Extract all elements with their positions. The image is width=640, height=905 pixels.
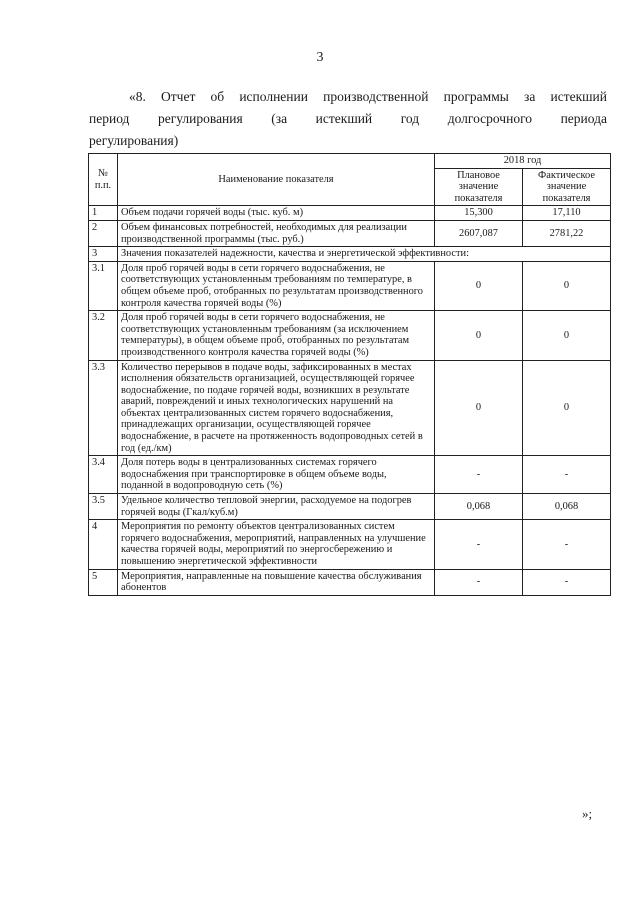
row-actual-value: 0 — [523, 311, 611, 360]
row-number: 3.2 — [89, 311, 118, 360]
row-actual-value: 17,110 — [523, 206, 611, 221]
row-indicator: Мероприятия по ремонту объектов централизованных систем горячего водоснабжения, мероприятий, направленных на улучшение качества горячей воды, мероприятий по энергосбережению и повышению энергетической эффективности — [118, 520, 435, 569]
row-indicator: Количество перерывов в подаче воды, зафиксированных в местах исполнения обязательств организацией, осуществляющей горячее водоснабжение, по подаче горячей воды, возникших в результате аварий, повреждений и иных технологических нарушений на объектах централизованных систем горячего водоснабжения, принадлежащих организации, осуществляющей горячее водоснабжение, в расчете на протяженность водопроводных сетей в год (ед./км) — [118, 360, 435, 456]
section-heading — [89, 86, 607, 152]
header-actual-value: Фактическое значение показателя — [523, 168, 611, 206]
table-row — [89, 360, 611, 456]
table-row — [89, 520, 611, 569]
row-actual-value: 0,068 — [523, 494, 611, 520]
row-number: 3.1 — [89, 261, 118, 310]
row-number: 1 — [89, 206, 118, 221]
row-plan-value: 2607,087 — [435, 220, 523, 246]
row-actual-value: 2781,22 — [523, 220, 611, 246]
page-number: 3 — [316, 50, 324, 65]
closing-quote: »; — [582, 806, 593, 821]
row-plan-value: - — [435, 456, 523, 494]
row-actual-value: - — [523, 456, 611, 494]
row-actual-value: 0 — [523, 261, 611, 310]
row-number: 3.5 — [89, 494, 118, 520]
header-year: 2018 год — [435, 154, 611, 169]
row-number: 5 — [89, 569, 118, 595]
row-plan-value: - — [435, 569, 523, 595]
row-indicator: Удельное количество тепловой энергии, расходуемое на подогрев горячей воды (Гкал/куб.м) — [118, 494, 435, 520]
row-indicator: Доля проб горячей воды в сети горячего водоснабжения, не соответствующих установленным требованиям (за исключением температуры), в общем объеме проб, отобранных по результатам производственного контроля качества горячей воды (%) — [118, 311, 435, 360]
row-actual-value: - — [523, 520, 611, 569]
report-table — [88, 153, 611, 596]
row-indicator-section: Значения показателей надежности, качества и энергетической эффективности: — [118, 247, 611, 262]
row-actual-value: 0 — [523, 360, 611, 456]
header-indicator-name: Наименование показателя — [118, 154, 435, 206]
heading-line-2: период регулирования (за истекший год долгосрочного периода — [89, 111, 607, 126]
row-number: 2 — [89, 220, 118, 246]
row-plan-value: 0 — [435, 261, 523, 310]
table-row — [89, 311, 611, 360]
row-plan-value: 0,068 — [435, 494, 523, 520]
table-row — [89, 456, 611, 494]
row-actual-value: - — [523, 569, 611, 595]
row-number: 4 — [89, 520, 118, 569]
row-plan-value: 0 — [435, 360, 523, 456]
row-indicator: Доля проб горячей воды в сети горячего водоснабжения, не соответствующих установленным требованиям по температуре, в общем объеме проб, отобранных по результатам производственного контроля качества горячей воды (%) — [118, 261, 435, 310]
table-row — [89, 220, 611, 246]
row-number: 3.4 — [89, 456, 118, 494]
table-row — [89, 261, 611, 310]
table-row — [89, 206, 611, 221]
header-plan-value: Плановое значение показателя — [435, 168, 523, 206]
row-indicator: Доля потерь воды в централизованных системах горячего водоснабжения при транспортировке в общем объеме воды, поданной в водопроводную сеть (%) — [118, 456, 435, 494]
heading-line-3: регулирования) — [89, 133, 179, 148]
table-row — [89, 569, 611, 595]
row-plan-value: 0 — [435, 311, 523, 360]
row-plan-value: - — [435, 520, 523, 569]
row-plan-value: 15,300 — [435, 206, 523, 221]
row-number: 3.3 — [89, 360, 118, 456]
table-row — [89, 247, 611, 262]
header-number: № п.п. — [89, 154, 118, 206]
row-indicator: Мероприятия, направленные на повышение качества обслуживания абонентов — [118, 569, 435, 595]
heading-line-1: «8. Отчет об исполнении производственной программы за истекший — [129, 89, 607, 104]
row-indicator: Объем финансовых потребностей, необходимых для реализации производственной программы (тыс. руб.) — [118, 220, 435, 246]
row-number: 3 — [89, 247, 118, 262]
row-indicator: Объем подачи горячей воды (тыс. куб. м) — [118, 206, 435, 221]
table-row — [89, 494, 611, 520]
